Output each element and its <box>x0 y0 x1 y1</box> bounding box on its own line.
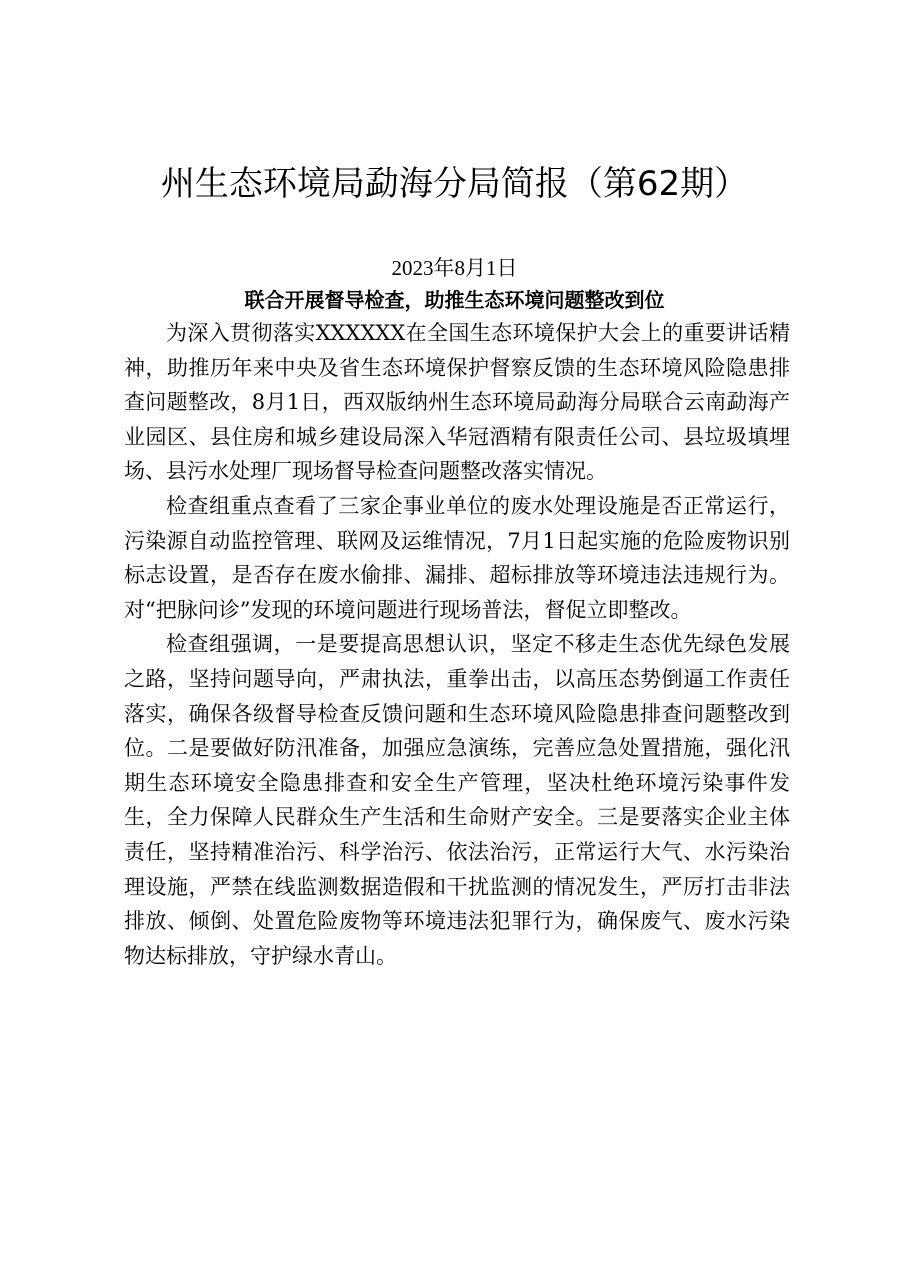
page-title: 州生态环境局勐海分局简报（第62期） <box>160 164 749 204</box>
paragraph-2: 检查组重点查看了三家企事业单位的废水处理设施是否正常运行，污染源自动监控管理、联网及运维情况，7月1日起实施的危险废物识别标志设置，是否存在废水偷排、漏排、超标排放等环境违法违规行为。对“把脉问诊”发现的环境问题进行现场普法，督促立即整改。 <box>124 493 790 622</box>
paragraph-3: 检查组强调，一是要提高思想认识，坚定不移走生态优先绿色发展之路，坚持问题导向，严肃执法，重拳出击，以高压态势倒逼工作责任落实，确保各级督导检查反馈问题和生态环境风险隐患排查问题整改到位。二是要做好防汛准备，加强应急演练，完善应急处置措施，强化汛期生态环境安全隐患排查和安全生产管理，坚决杜绝环境污染事件发生，全力保障人民群众生产生活和生命财产安全。三是要落实企业主体责任，坚持精准治污、科学治污、依法治污，正常运行大气、水污染治理设施，严禁在线监测数据造假和干扰监测的情况发生，严厉打击非法排放、倾倒、处置危险废物等环境违法犯罪行为，确保废气、废水污染物达标排放，守护绿水青山。 <box>124 632 790 968</box>
paragraph-1: 为深入贯彻落实XXXXXX在全国生态环境保护大会上的重要讲话精神，助推历年来中央及省生态环境保护督察反馈的生态环境风险隐患排查问题整改，8月1日，西双版纳州生态环境局勐海分局联合云南勐海产业园区、县住房和城乡建设局深入华冠酒精有限责任公司、县垃圾填埋场、县污水处理厂现场督导检查问题整改落实情况。 <box>124 321 790 484</box>
article-subtitle: 联合开展督导检查，助推生态环境问题整改到位 <box>244 288 665 312</box>
article-body <box>124 316 790 973</box>
publish-date: 2023年8月1日 <box>391 256 518 280</box>
